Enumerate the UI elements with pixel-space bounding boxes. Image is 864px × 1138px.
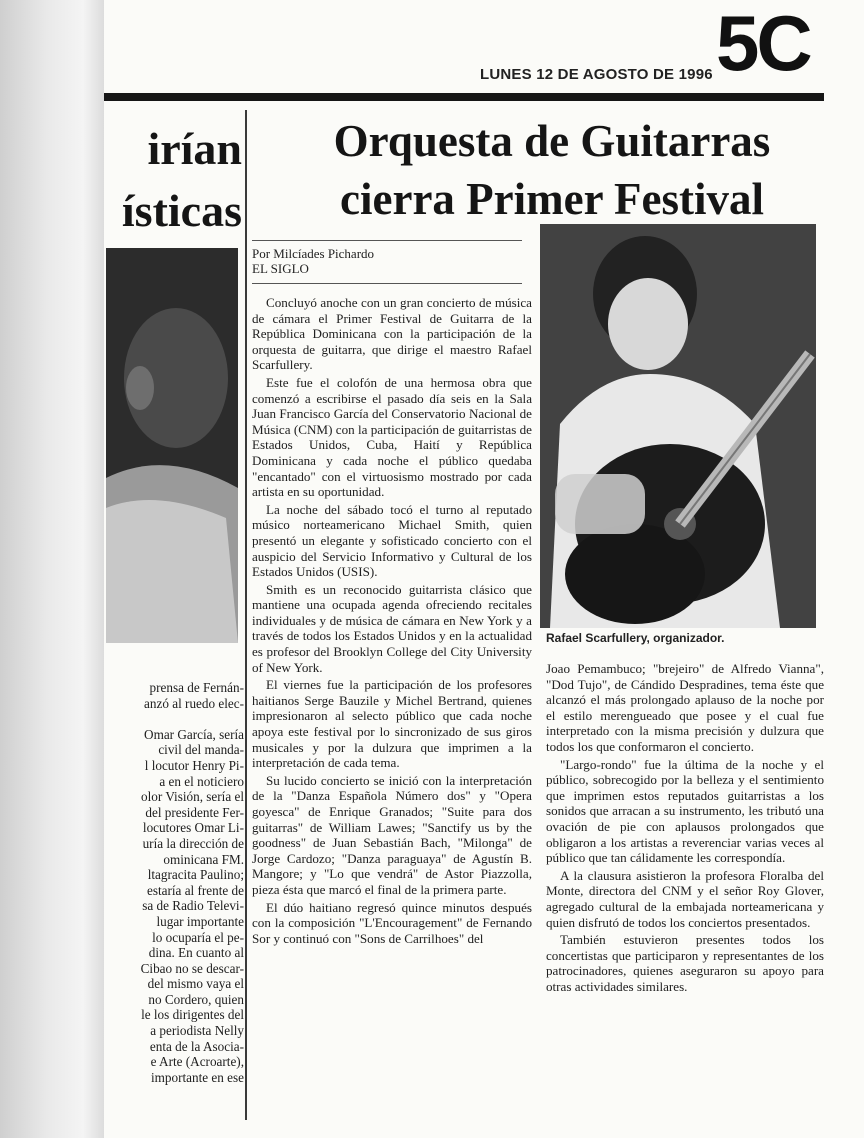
guitarist-photo-icon — [540, 224, 816, 628]
text-line: locutores Omar Li- — [142, 820, 244, 836]
text-line: del mismo vaya el — [147, 976, 244, 992]
text-line: importante en ese — [150, 1069, 244, 1085]
byline-rule-top — [252, 240, 522, 241]
text-line: enta de la Asocia- — [149, 1038, 244, 1054]
article-column-2 — [546, 661, 824, 1116]
paragraph: La noche del sábado tocó el turno al reputado músico norteamericano Michael Smith, quien presentó un elegante y sofisticado concierto con el auspicio del Servicio Informativo y Cultural de los Estados Unidos (USIS). — [252, 501, 532, 580]
text-line: e Arte (Acroarte), — [150, 1054, 244, 1070]
text-line: a periodista Nelly — [150, 1023, 244, 1039]
paragraph: A la clausura asistieron la profesora Floralba del Monte, directora del CNM y el señor Roy Glover, agregado cultural de la embajada norteamericana y quien disfrutó de todos los conciertos presentados. — [546, 867, 824, 930]
masthead-rule — [104, 93, 824, 101]
paragraph: Smith es un reconocido guitarrista clásico que mantiene una ocupada agenda ofreciendo recitales individuales y de música de cámara en New York y a través de todos los Estados Unidos y en la actualidad es profesor del Brooklyn College del City University of New York. — [252, 581, 532, 675]
text-line: ominicana FM. — [163, 851, 244, 867]
paragraph: Joao Pemambuco; "brejeiro" de Alfredo Vianna", "Dod Tujo", de Cándido Despradines, tema éste que alcanzó el más prolongado aplauso de la noche por el estilo merengueado que posee y el cual fue interpretado con la misma precisión y dulzura que todos los que conformaron el concierto. — [546, 661, 824, 754]
paragraph: Este fue el colofón de una hermosa obra que comenzó a escribirse el pasado día seis en la Sala Juan Francisco García del Conservatorio Nacional de Música (CNM) con la participación de guitarristas de Estados Unidos, Cuba, Haití y República Dominicana y cada noche el público quedaba "encantado" con el virtuosismo mostrado por cada artista en su oportunidad. — [252, 374, 532, 500]
article-column-1 — [252, 295, 532, 1115]
text-line: le los dirigentes del — [141, 1007, 244, 1023]
headline-line-1: Orquesta de Guitarras — [333, 116, 771, 166]
text-line: dina. En cuanto al — [148, 945, 244, 961]
text-line: estaría al frente de — [146, 882, 244, 898]
text-line: Omar García, sería — [144, 726, 244, 742]
text-line: lo ocuparía el pe- — [152, 929, 244, 945]
headline-line-2: cierra Primer Festival — [340, 174, 764, 224]
text-line: ltagracita Paulino; — [147, 867, 244, 883]
text-line: anzó al ruedo elec- — [144, 695, 244, 711]
text-line: a en el noticiero — [159, 773, 244, 789]
left-story-headline — [106, 118, 242, 242]
paragraph: Concluyó anoche con un gran concierto de música de cámara el Primer Festival de Guitarra de la República Dominicana con la participación de la orquesta de guitarra, que dirige el maestro Rafael Scarfullery. — [252, 295, 532, 373]
left-headline-line: irían — [147, 123, 242, 174]
paragraph: El viernes fue la participación de los profesores haitianos Serge Bauzile y Michel Bertrand, quienes impresionaron al selecto público que cada noche apoya este festival por lo sincronizado de sus giros musicales y por la dulzura que imprimen a la interpretación de cada tema. — [252, 677, 532, 771]
text-line: Cibao no se descar- — [140, 960, 244, 976]
text-line: civil del manda- — [158, 742, 244, 758]
byline-outlet: EL SIGLO — [252, 261, 309, 276]
text-line: olor Visión, sería el — [141, 789, 244, 805]
article-headline — [262, 112, 842, 228]
byline — [252, 246, 374, 276]
column-divider — [245, 110, 247, 1120]
article-photo — [540, 224, 816, 628]
byline-rule-bottom — [252, 283, 522, 284]
page-number: 5C — [716, 0, 810, 87]
text-line — [106, 711, 244, 727]
text-line: lugar importante — [156, 913, 244, 929]
photo-caption: Rafael Scarfullery, organizador. — [546, 631, 725, 645]
text-line: l locutor Henry Pi- — [144, 757, 244, 773]
byline-author: Por Milcíades Pichardo — [252, 246, 375, 261]
paragraph: El dúo haitiano regresó quince minutos después con la composición "L'Encouragement" de Fernando Sor y continuó con "Sons de Carrilhoes" del — [252, 899, 532, 946]
text-line: prensa de Fernán- — [149, 680, 244, 695]
left-headline-line: ísticas — [121, 185, 242, 236]
paragraph: "Largo-rondo" fue la última de la noche y el público, sobrecogido por la belleza y el sentimiento que imprimen estos reputados guitarristas a los sonidos que arracan a su instrumento, les tributó una ovación de pie con aplausos prolongados que obligaron a los artistas a reverenciar varias veces al público que tan cálidamente les correspondía. — [546, 756, 824, 866]
text-line: no Cordero, quien — [148, 991, 244, 1007]
page-binding-shadow — [0, 0, 104, 1138]
text-line: del presidente Fer- — [145, 804, 244, 820]
dateline: LUNES 12 DE AGOSTO DE 1996 — [480, 66, 713, 83]
text-line: sa de Radio Televi- — [142, 898, 244, 914]
left-story-text — [106, 680, 244, 1110]
paragraph: También estuvieron presentes todos los concertistas que participaron y representantes de los patrocinadores, quienes aseguraron su apoyo para otras actividades similares. — [546, 932, 824, 994]
text-line: uría la dirección de — [142, 835, 244, 851]
portrait-photo-icon — [106, 248, 238, 643]
paragraph: Su lucido concierto se inició con la interpretación de la "Danza Española Número dos" y "Opera goyesca" de Enrique Granados; "Suite para dos guitarras" de William Lawes; "Sanctify us by the goodness" de Juan Sebastián Bach, "Milonga" de Jorge Cardozo; "Danza paraguaya" de Agustín B. Mangore; y "Lo que vendrá" de Astor Piazzolla, pieza ésta que marcó el final de la primera parte. — [252, 772, 532, 897]
left-story-photo — [106, 248, 238, 643]
